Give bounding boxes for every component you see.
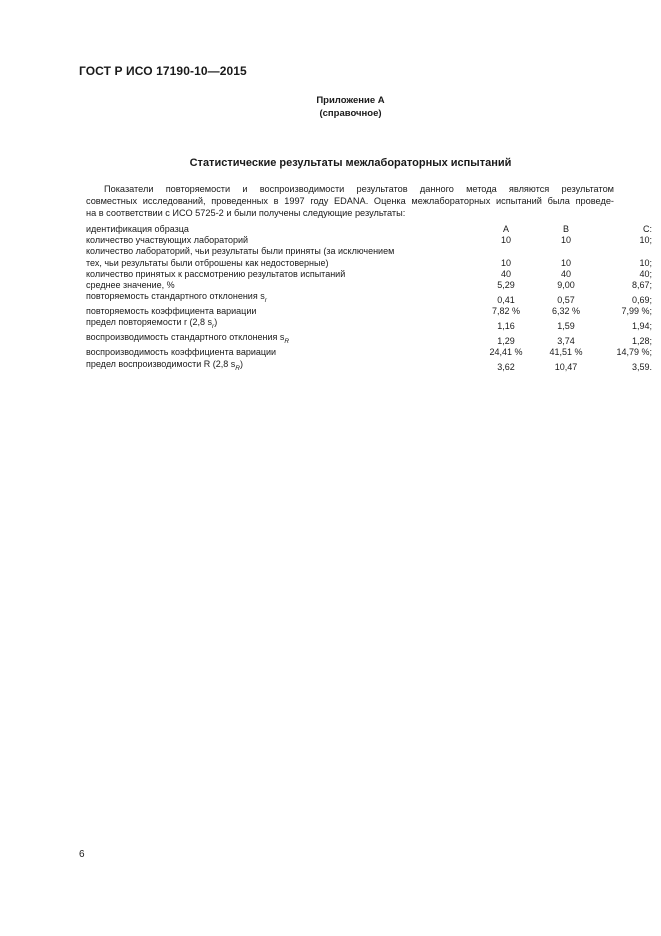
intro-paragraph <box>86 183 614 220</box>
sample-a-value: А <box>502 224 509 234</box>
sample-b-value: 1,59 <box>557 321 575 332</box>
sample-b-value: 10 <box>560 257 571 268</box>
sample-c-value: 0,69; <box>631 295 652 306</box>
row-label: повторяемость коэффициента вариации <box>86 306 257 317</box>
table-row <box>86 359 652 374</box>
table-row <box>86 280 652 291</box>
table-row <box>86 258 652 269</box>
sample-b-value <box>526 246 606 257</box>
row-label: предел повторяемости r (2,8 $s_r$) <box>86 317 218 331</box>
sample-c-value: 8,67; <box>631 280 652 291</box>
paragraph-line: на в соответствии с ИСО 5725-2 и были получены следующие результаты: <box>86 208 406 219</box>
sample-a-value <box>436 246 526 257</box>
sample-a-value: 10 <box>500 235 511 246</box>
sample-a-value: 24,41 % <box>489 347 523 358</box>
sample-b-value: 10 <box>560 235 571 246</box>
paragraph-line: Показатели повторяемости и воспроизводимости результатов данного метода являются результатом <box>104 184 614 194</box>
table-row <box>86 291 652 306</box>
sample-c-value: 40; <box>639 268 652 279</box>
sample-b-value: 0,57 <box>557 295 575 306</box>
sample-a-value: 3,62 <box>497 362 515 373</box>
row-label: количество участвующих лабораторий <box>86 235 249 246</box>
row-label: количество лабораторий, чьи результаты были приняты (за исключением <box>86 246 395 257</box>
sample-c-value: С: <box>643 224 652 234</box>
row-label: идентификация образца <box>86 224 189 234</box>
sample-c-value: 10; <box>639 235 652 246</box>
results-table <box>86 224 652 374</box>
sample-c-value: 14,79 %; <box>616 347 652 358</box>
sample-a-value: 10 <box>500 257 511 268</box>
sample-b-value: 10,47 <box>554 362 578 373</box>
table-row <box>86 306 652 317</box>
table-row <box>86 332 652 347</box>
table-row <box>86 246 652 257</box>
row-label: воспроизводимость коэффициента вариации <box>86 347 277 358</box>
sample-a-value: 5,29 <box>497 280 515 291</box>
row-label: повторяемость стандартного отклонения $s_r$ <box>86 291 267 305</box>
row-label: тех, чьи результаты были отброшены как недостоверные) <box>86 257 329 268</box>
row-label: среднее значение, % <box>86 280 175 291</box>
sample-a-value: 7,82 % <box>491 306 521 317</box>
table-row <box>86 347 652 358</box>
sample-b-value: 3,74 <box>557 336 575 347</box>
document-header: ГОСТ Р ИСО 17190-10—2015 <box>79 64 247 78</box>
appendix-subtitle: (справочное) <box>319 108 382 119</box>
sample-c-value: 1,28; <box>631 336 652 347</box>
row-label: воспроизводимость стандартного отклонения $s_R$ <box>86 332 290 346</box>
sample-a-value: 1,16 <box>497 321 515 332</box>
sample-a-value: 0,41 <box>497 295 515 306</box>
section-title-text: Статистические результаты межлабораторных испытаний <box>189 157 512 169</box>
sample-c-value: 1,94; <box>631 321 652 332</box>
page-number: 6 <box>79 849 85 860</box>
table-row <box>86 317 652 332</box>
paragraph-line: совместных исследований, проведенных в 1997 году EDANA. Оценка межлабораторных испытаний была проведе- <box>86 196 614 207</box>
section-title <box>0 157 661 169</box>
sample-b-value: 41,51 % <box>549 347 583 358</box>
sample-a-value: 40 <box>500 268 511 279</box>
sample-c-value: 7,99 %; <box>621 306 652 317</box>
sample-c-value: 3,59. <box>631 362 652 373</box>
sample-c-value <box>606 246 652 257</box>
appendix-title: Приложение А <box>316 95 385 106</box>
sample-c-value: 10; <box>639 257 652 268</box>
sample-b-value: 40 <box>560 268 571 279</box>
table-row <box>86 269 652 280</box>
sample-b-value: 9,00 <box>557 280 575 291</box>
sample-b-value: В <box>562 224 569 234</box>
row-label: предел воспроизводимости R (2,8 $s_R$) <box>86 358 243 372</box>
table-row <box>86 224 652 235</box>
row-label: количество принятых к рассмотрению результатов испытаний <box>86 268 346 279</box>
table-row <box>86 235 652 246</box>
sample-b-value: 6,32 % <box>551 306 581 317</box>
sample-a-value: 1,29 <box>497 336 515 347</box>
